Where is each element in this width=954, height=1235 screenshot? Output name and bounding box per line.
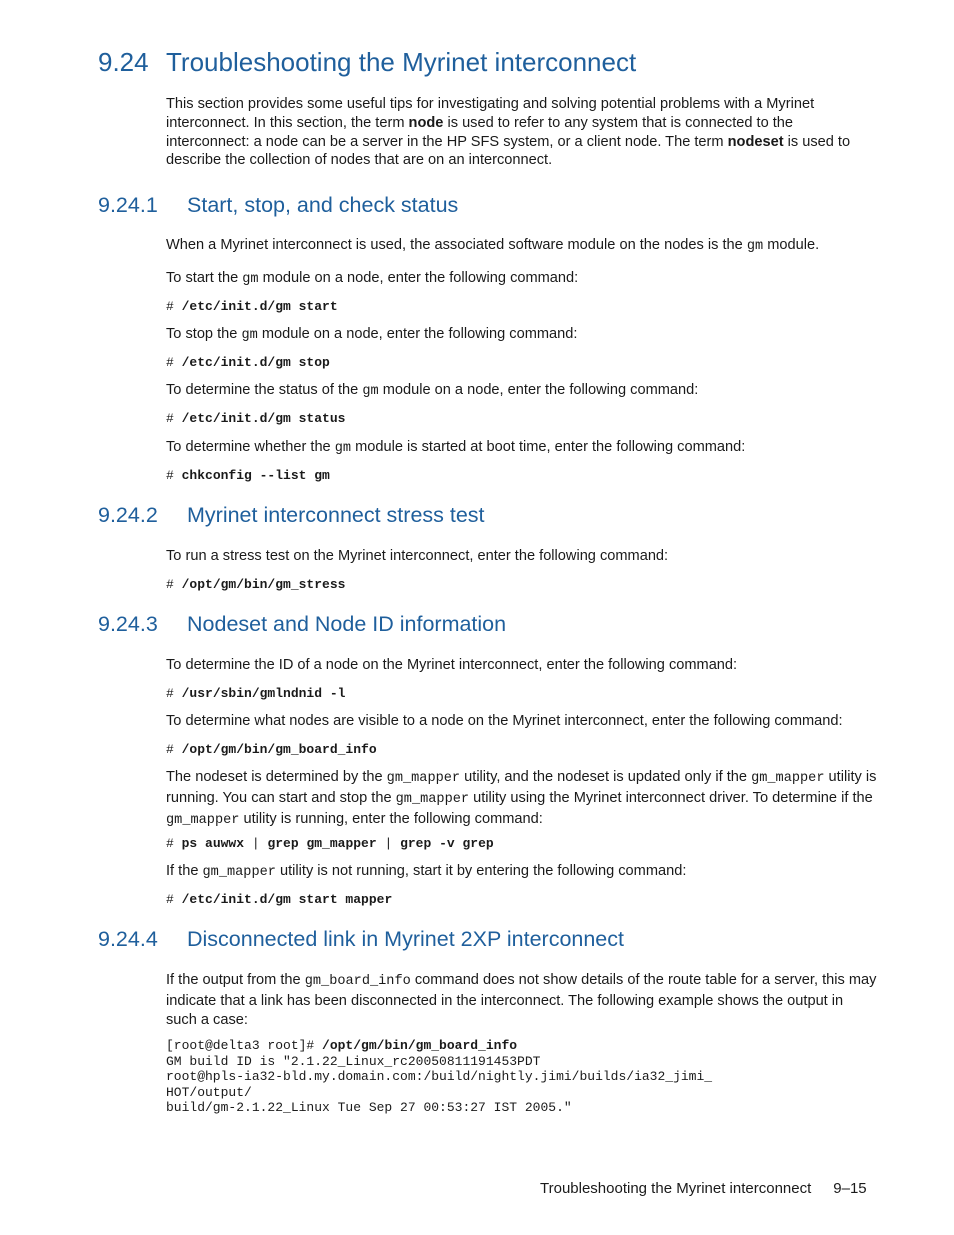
output-line: build/gm-2.1.22_Linux Tue Sep 27 00:53:27 IST 2005.": [166, 1100, 572, 1115]
command-line: [166, 577, 345, 592]
text: utility, and the nodeset is updated only if the: [460, 769, 752, 785]
command-line: [166, 299, 338, 314]
subsection-heading-3: [98, 612, 506, 637]
prompt: #: [166, 468, 182, 483]
command-line: [166, 468, 330, 483]
subsection-number: 9.24.2: [98, 503, 158, 527]
text: is used to refer to any system that is connected to the interconnect: a node can be a server in the HP SFS system, or a client node. The term: [166, 114, 794, 150]
paragraph: [166, 325, 878, 346]
command-line: [166, 411, 345, 426]
output-line: root@hpls-ia32-bld.my.domain.com:/build/nightly.jimi/builds/ia32_jimi_: [166, 1069, 713, 1084]
page-number: 9–15: [833, 1180, 867, 1197]
text: utility is running. You can start and stop the: [166, 769, 877, 806]
text: This section provides some useful tips for investigating and solving potential problems with a Myrinet interconnect. In this section, the term: [166, 96, 815, 131]
paragraph: To determine what nodes are visible to a node on the Myrinet interconnect, enter the following command:: [166, 713, 843, 729]
pipe: |: [244, 836, 268, 851]
command: ps auwwx: [181, 836, 245, 851]
text: If the output from the: [166, 972, 305, 988]
command: grep gm_mapper: [267, 836, 377, 851]
command: chkconfig --list gm: [181, 468, 330, 483]
text: utility is not running, start it by entering the following command:: [275, 863, 687, 879]
prompt: #: [166, 742, 182, 757]
command-line: [166, 836, 494, 851]
text: module on a node, enter the following command:: [257, 326, 578, 342]
command-line: [166, 742, 377, 757]
prompt: #: [166, 686, 182, 701]
subsection-number: 9.24.4: [98, 927, 158, 951]
text: utility is running, enter the following command:: [239, 810, 543, 827]
subsection-title: Nodeset and Node ID information: [187, 612, 507, 636]
text: module on a node, enter the following command:: [258, 270, 579, 286]
prompt: #: [166, 299, 182, 314]
pipe: |: [376, 836, 401, 851]
subsection-number: 9.24.1: [98, 193, 158, 217]
text: module is started at boot time, enter the following command:: [351, 439, 746, 455]
subsection-number: 9.24.3: [98, 612, 158, 636]
paragraph: [166, 438, 878, 459]
text: utility using the Myrinet interconnect driver. To determine if the: [469, 789, 873, 806]
prompt: #: [166, 892, 182, 907]
subsection-heading-2: [98, 503, 485, 528]
command: /etc/init.d/gm start mapper: [181, 892, 393, 907]
command: grep -v grep: [400, 836, 494, 851]
output-line: HOT/output/: [166, 1084, 252, 1100]
text: To start the: [166, 270, 243, 286]
text: module on a node, enter the following command:: [378, 382, 699, 398]
command: /etc/init.d/gm status: [181, 411, 346, 426]
term-node: node: [408, 114, 444, 131]
inline-code: gm_mapper: [751, 771, 825, 786]
paragraph: [166, 768, 878, 830]
paragraph: To determine the ID of a node on the Myrinet interconnect, enter the following command:: [166, 657, 738, 673]
footer-title: Troubleshooting the Myrinet interconnect: [540, 1180, 812, 1197]
inline-code: gm_mapper: [386, 771, 461, 786]
paragraph: [166, 269, 878, 290]
subsection-heading-4: [98, 927, 624, 952]
inline-code: gm: [334, 441, 352, 456]
prompt: [root@delta3 root]#: [166, 1038, 323, 1053]
prompt: #: [166, 836, 182, 851]
section-heading: [98, 47, 636, 78]
command-output: [166, 1038, 712, 1116]
paragraph: [166, 971, 878, 1029]
paragraph: [166, 381, 878, 402]
text: is used to describe the collection of nodes that are on an interconnect.: [166, 133, 851, 169]
command: /opt/gm/bin/gm_board_info: [322, 1038, 518, 1053]
inline-code: gm_board_info: [304, 974, 411, 989]
inline-code: gm: [242, 272, 259, 287]
text: module.: [763, 237, 820, 253]
page-footer: [540, 1180, 867, 1197]
command: /usr/sbin/gmlndnid -l: [181, 686, 346, 701]
subsection-heading-1: [98, 193, 458, 218]
paragraph: [166, 236, 878, 257]
intro-paragraph: [166, 95, 878, 170]
command-line: [166, 686, 345, 701]
prompt: #: [166, 577, 182, 592]
inline-code: gm_mapper: [395, 791, 470, 807]
text: If the: [166, 863, 203, 879]
paragraph: [166, 862, 878, 883]
prompt: #: [166, 411, 182, 426]
command: /etc/init.d/gm start: [181, 299, 338, 314]
subsection-title: Disconnected link in Myrinet 2XP interconnect: [187, 927, 624, 951]
text: command does not show details of the route table for a server, this may indicate that a link has been disconnected in the interconnect. The following example shows the output in such a case:: [166, 972, 877, 1028]
text: To stop the: [166, 326, 242, 342]
text: To determine the status of the: [166, 382, 363, 398]
command: /opt/gm/bin/gm_board_info: [181, 742, 377, 757]
inline-code: gm_mapper: [202, 865, 276, 880]
subsection-title: Start, stop, and check status: [187, 193, 459, 217]
inline-code: gm_mapper: [166, 812, 240, 828]
text: To determine whether the: [166, 439, 335, 455]
output-line: [166, 1038, 712, 1054]
command-line: [166, 892, 392, 907]
command-line: [166, 355, 330, 370]
subsection-title: Myrinet interconnect stress test: [187, 503, 485, 527]
section-number: 9.24: [98, 47, 149, 77]
text: When a Myrinet interconnect is used, the associated software module on the nodes is the: [166, 237, 747, 253]
inline-code: gm: [746, 239, 764, 254]
prompt: #: [166, 355, 182, 370]
paragraph: To run a stress test on the Myrinet interconnect, enter the following command:: [166, 548, 669, 564]
output-line: GM build ID is "2.1.22_Linux_rc20050811191453PDT: [166, 1053, 541, 1069]
section-title: Troubleshooting the Myrinet interconnect: [166, 47, 637, 77]
command: /opt/gm/bin/gm_stress: [181, 577, 346, 592]
inline-code: gm: [241, 328, 258, 343]
command: /etc/init.d/gm stop: [181, 355, 330, 370]
term-nodeset: nodeset: [727, 133, 784, 150]
text: The nodeset is determined by the: [166, 769, 387, 785]
inline-code: gm: [362, 384, 379, 399]
